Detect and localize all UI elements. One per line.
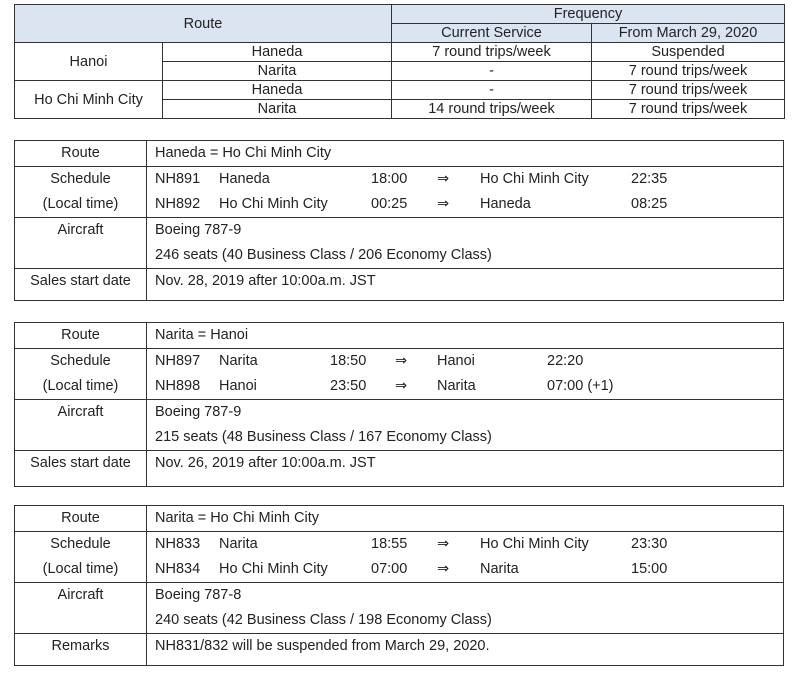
remarks-label: Remarks — [15, 634, 147, 666]
route-label: Route — [15, 323, 147, 349]
flight-row — [155, 192, 783, 217]
arrival-airport: Narita — [437, 378, 476, 394]
flight-number: NH834 — [155, 561, 201, 577]
sales-start-value: Nov. 26, 2019 after 10:00a.m. JST — [147, 451, 784, 487]
route-value: Narita = Ho Chi Minh City — [147, 506, 784, 532]
flight-row — [155, 167, 783, 192]
aircraft-value: Boeing 787-8 240 seats (42 Business Class / 198 Economy Class) — [147, 583, 784, 634]
future-frequency-cell: 7 round trips/week — [592, 100, 785, 119]
departure-airport: Ho Chi Minh City — [219, 561, 328, 577]
route-label: Route — [15, 506, 147, 532]
future-frequency-cell: 7 round trips/week — [592, 62, 785, 81]
future-frequency-cell: 7 round trips/week — [592, 81, 785, 100]
route-detail-table — [14, 322, 784, 487]
current-frequency-cell: - — [392, 81, 592, 100]
arrow-icon: ⇒ — [437, 196, 450, 212]
route-value: Haneda = Ho Chi Minh City — [147, 141, 784, 167]
flight-row — [155, 557, 783, 582]
airport-cell: Narita — [163, 62, 392, 81]
route-header: Route — [15, 5, 392, 43]
frequency-header: Frequency — [392, 5, 785, 24]
city-ho-chi-minh: Ho Chi Minh City — [15, 81, 163, 119]
sales-start-label: Sales start date — [15, 269, 147, 301]
current-service-header: Current Service — [392, 24, 592, 43]
departure-time: 18:55 — [371, 536, 408, 552]
departure-time: 18:50 — [330, 353, 367, 369]
current-frequency-cell: - — [392, 62, 592, 81]
flight-number: NH898 — [155, 378, 201, 394]
route-value: Narita = Hanoi — [147, 323, 784, 349]
airport-cell: Haneda — [163, 81, 392, 100]
arrow-icon: ⇒ — [395, 378, 408, 394]
flight-number: NH833 — [155, 536, 201, 552]
schedule-label: Schedule (Local time) — [15, 349, 147, 400]
departure-airport: Ho Chi Minh City — [219, 196, 328, 212]
aircraft-label: Aircraft — [15, 218, 147, 269]
flight-number: NH891 — [155, 171, 201, 187]
sales-start-value: Nov. 28, 2019 after 10:00a.m. JST — [147, 269, 784, 301]
arrival-airport: Narita — [480, 561, 519, 577]
route-detail-table — [14, 140, 784, 301]
route-detail-table — [14, 505, 784, 666]
airport-cell: Narita — [163, 100, 392, 119]
schedule-value — [147, 167, 784, 218]
arrival-time: 08:25 — [631, 196, 668, 212]
departure-airport: Narita — [219, 536, 258, 552]
arrival-time: 15:00 — [631, 561, 668, 577]
arrival-airport: Haneda — [480, 196, 531, 212]
arrow-icon: ⇒ — [437, 561, 450, 577]
aircraft-label: Aircraft — [15, 400, 147, 451]
departure-time: 07:00 — [371, 561, 408, 577]
schedule-label: Schedule (Local time) — [15, 532, 147, 583]
from-date-header: From March 29, 2020 — [592, 24, 785, 43]
sales-start-label: Sales start date — [15, 451, 147, 487]
arrival-time: 23:30 — [631, 536, 668, 552]
departure-time: 23:50 — [330, 378, 367, 394]
arrival-airport: Ho Chi Minh City — [480, 171, 589, 187]
current-frequency-cell: 7 round trips/week — [392, 43, 592, 62]
arrival-time: 07:00 (+1) — [547, 378, 614, 394]
arrow-icon: ⇒ — [437, 171, 450, 187]
remarks-value: NH831/832 will be suspended from March 29, 2020. — [147, 634, 784, 666]
aircraft-value: Boeing 787-9 246 seats (40 Business Class / 206 Economy Class) — [147, 218, 784, 269]
flight-row — [155, 374, 783, 399]
arrival-time: 22:20 — [547, 353, 584, 369]
schedule-value — [147, 532, 784, 583]
departure-airport: Narita — [219, 353, 258, 369]
city-hanoi: Hanoi — [15, 43, 163, 81]
current-frequency-cell: 14 round trips/week — [392, 100, 592, 119]
frequency-table — [14, 4, 785, 119]
route-label: Route — [15, 141, 147, 167]
schedule-label: Schedule (Local time) — [15, 167, 147, 218]
airport-cell: Haneda — [163, 43, 392, 62]
arrow-icon: ⇒ — [437, 536, 450, 552]
flight-row — [155, 349, 783, 374]
departure-airport: Hanoi — [219, 378, 257, 394]
flight-number: NH897 — [155, 353, 201, 369]
departure-time: 00:25 — [371, 196, 408, 212]
arrow-icon: ⇒ — [395, 353, 408, 369]
departure-time: 18:00 — [371, 171, 408, 187]
schedule-value — [147, 349, 784, 400]
flight-number: NH892 — [155, 196, 201, 212]
arrival-airport: Ho Chi Minh City — [480, 536, 589, 552]
arrival-time: 22:35 — [631, 171, 668, 187]
future-frequency-cell: Suspended — [592, 43, 785, 62]
departure-airport: Haneda — [219, 171, 270, 187]
flight-row — [155, 532, 783, 557]
aircraft-label: Aircraft — [15, 583, 147, 634]
aircraft-value: Boeing 787-9 215 seats (48 Business Class / 167 Economy Class) — [147, 400, 784, 451]
arrival-airport: Hanoi — [437, 353, 475, 369]
